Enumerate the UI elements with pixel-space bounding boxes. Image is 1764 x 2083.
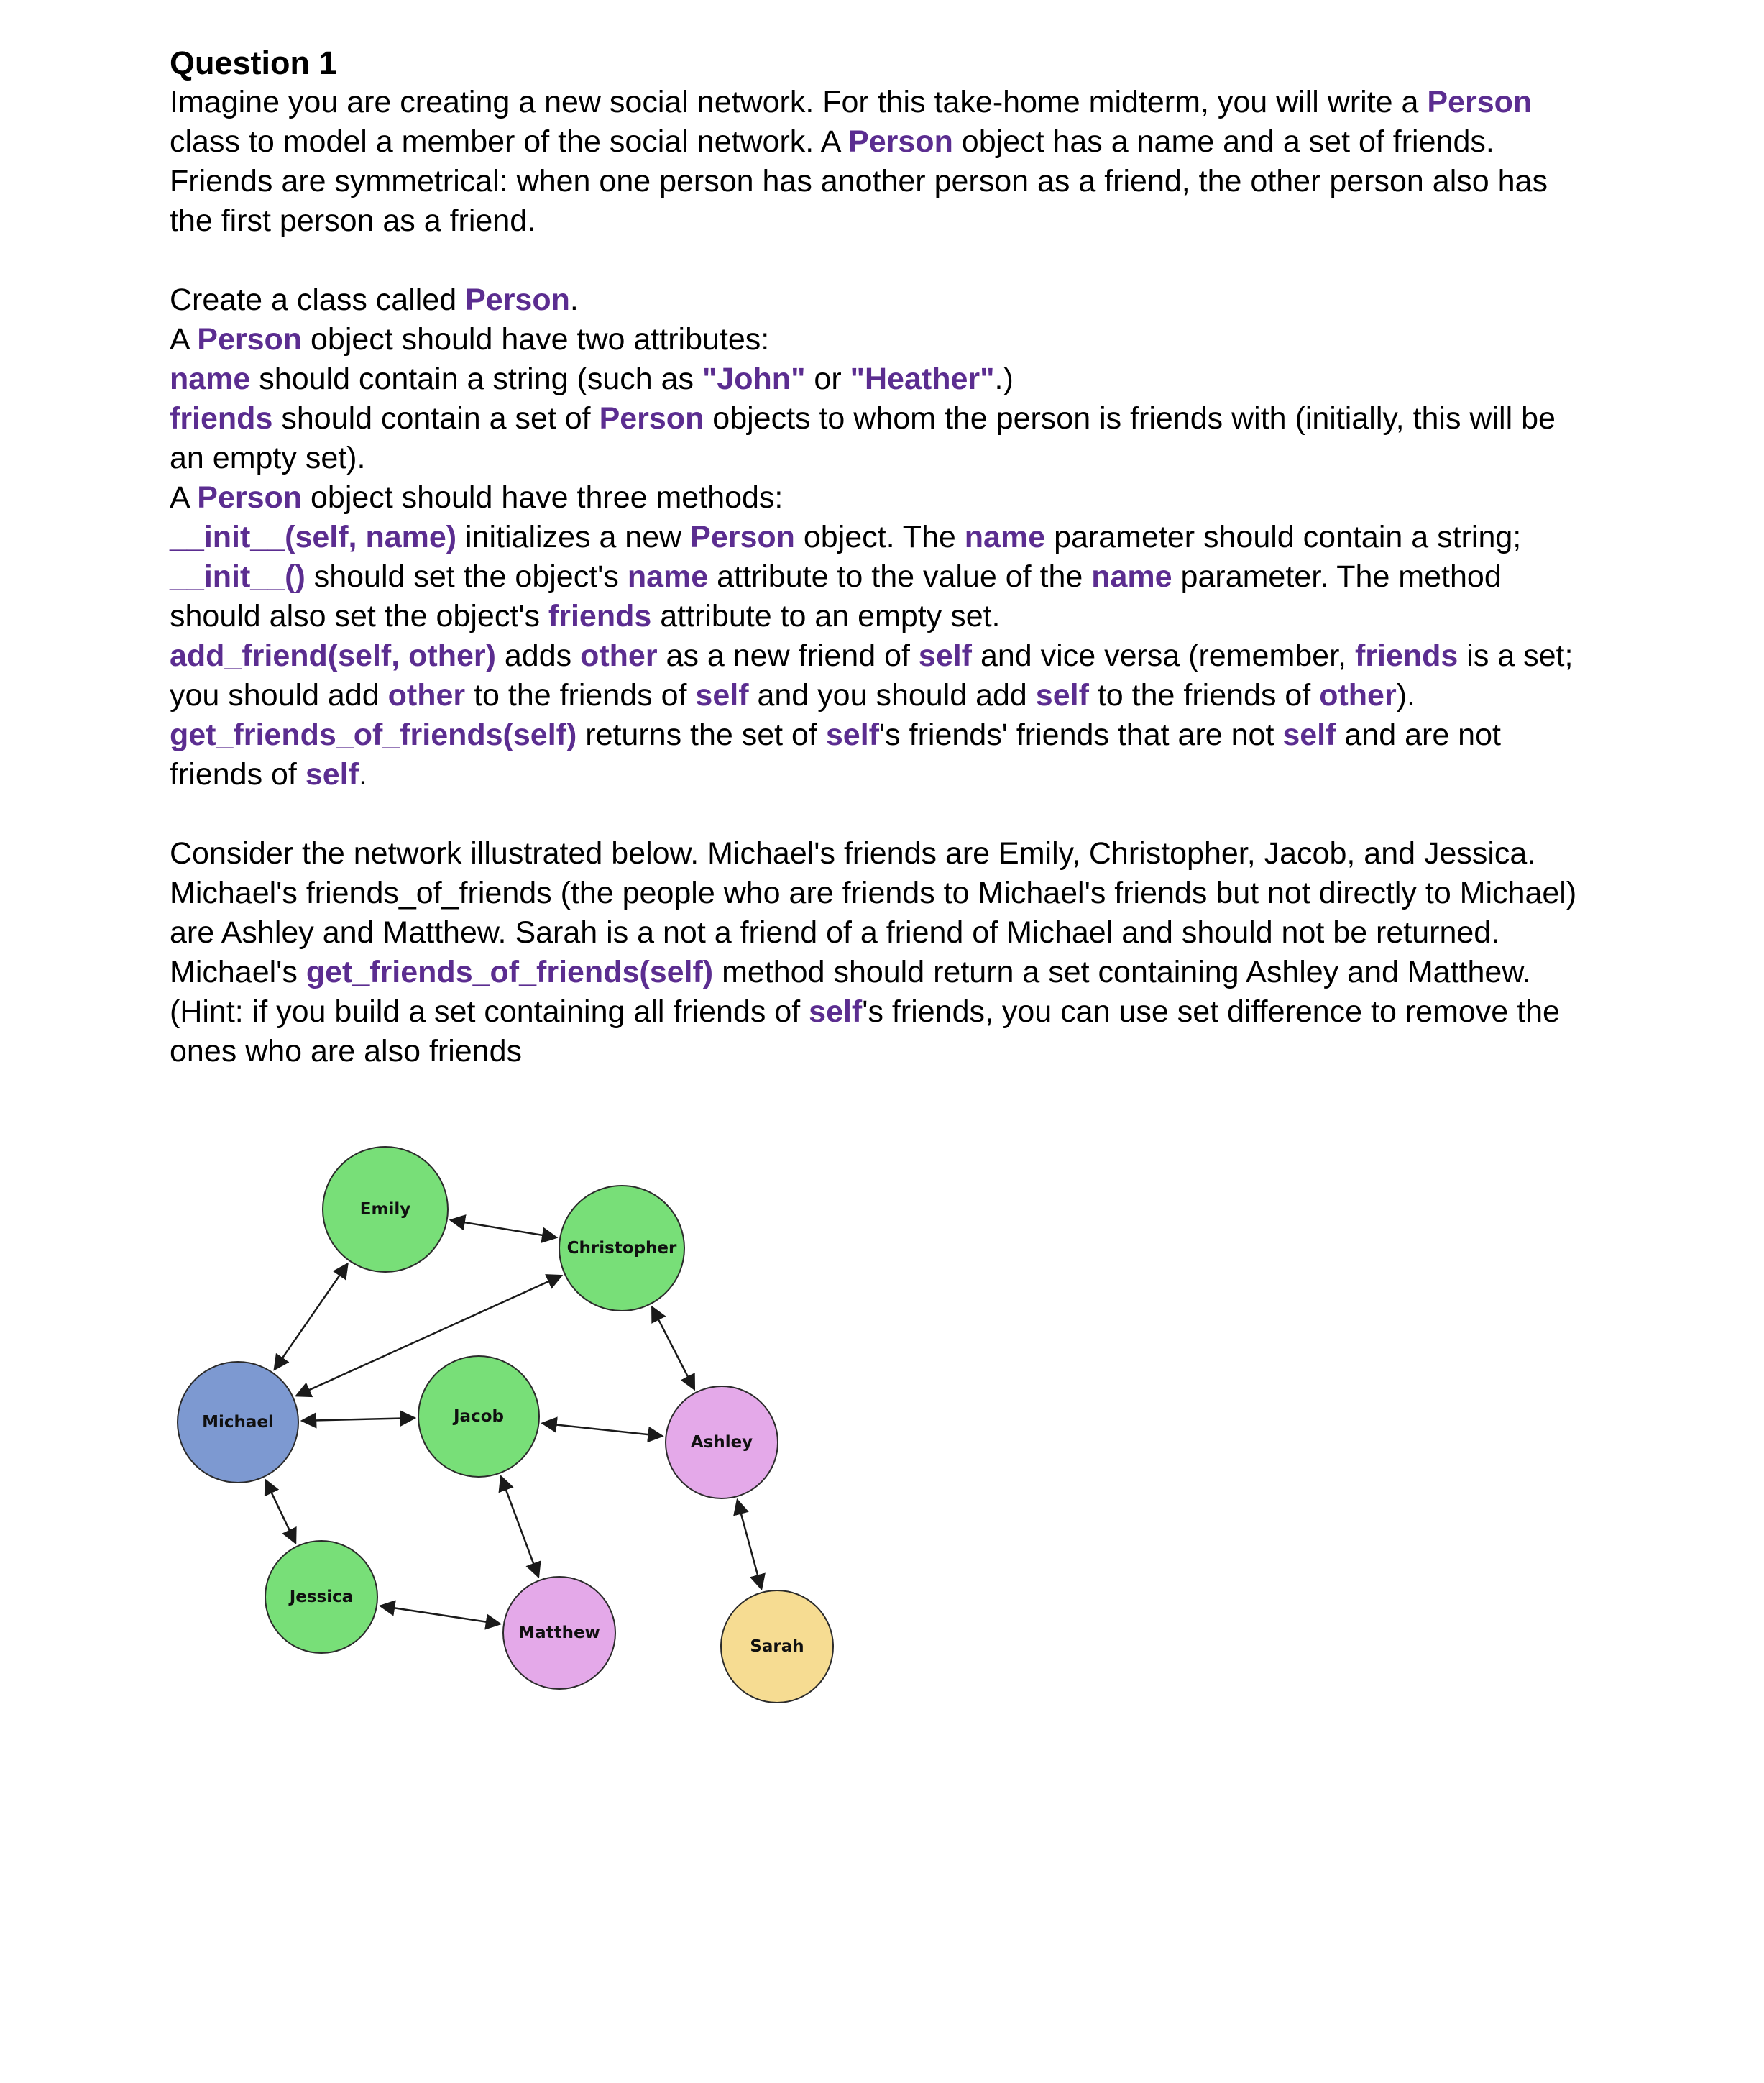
body-text: objects to whom the person is friends with (initially, this will be an empty set). — [170, 401, 1556, 475]
keyword-text: self — [918, 638, 973, 673]
keyword-text: other — [580, 638, 658, 673]
body-text: Consider the network illustrated below. Michael's friends are Emily, Christopher, Jacob, and Jessica. Michael's friends_of_friends (the people who are friends to Michael's friends but not directly to Michael) are Ashley and Matthew. Sarah is a not a friend of a friend of Michael and should not be returned. — [170, 836, 1577, 950]
paragraph — [170, 636, 1591, 676]
body-text: Michael's — [170, 955, 306, 989]
keyword-text: "Heather" — [850, 362, 995, 396]
paragraph — [170, 715, 1591, 755]
keyword-text: Person — [1427, 85, 1533, 119]
paragraph — [170, 478, 1591, 518]
body-text: class to model a member of the social network. A — [170, 124, 849, 159]
paragraph — [170, 83, 1591, 241]
keyword-text: get_friends_of_friends(self) — [170, 718, 577, 752]
body-text: to the friends of — [465, 678, 696, 713]
body-text: should set the object's — [305, 559, 628, 594]
keyword-text: friends — [170, 401, 273, 436]
friendship-edge-michael-emily — [275, 1264, 348, 1370]
body-text: as a new friend of — [657, 638, 919, 673]
paragraph — [170, 518, 1591, 636]
keyword-text: friends — [548, 599, 652, 633]
body-text: object should have two attributes: — [302, 322, 770, 357]
keyword-text: Person — [465, 283, 570, 317]
body-text: object. The — [794, 520, 965, 554]
friendship-edge-jessica-matthew — [380, 1606, 500, 1624]
paragraph — [170, 320, 1591, 360]
keyword-text: other — [387, 678, 466, 713]
keyword-text: self — [825, 718, 879, 752]
body-text: ). — [1396, 678, 1415, 713]
friendship-edge-christopher-ashley — [652, 1307, 694, 1389]
question-heading — [170, 43, 1591, 83]
body-text: object should have three methods: — [302, 480, 784, 515]
network-diagram-svg — [170, 1114, 845, 1711]
paragraph — [170, 755, 1591, 795]
keyword-text: self — [809, 994, 863, 1029]
body-text: A — [170, 322, 198, 357]
body-text: 's friends' friends that are not — [878, 718, 1283, 752]
keyword-text: Person — [197, 480, 303, 515]
keyword-text: name — [964, 520, 1046, 554]
body-text: A — [170, 480, 198, 515]
keyword-text: "John" — [702, 362, 806, 396]
body-text: to the friends of — [1088, 678, 1320, 713]
keyword-text: get_friends_of_friends(self) — [306, 955, 714, 989]
blank-line — [170, 241, 1591, 280]
paragraph — [170, 360, 1591, 399]
paragraph — [170, 280, 1591, 320]
person-node-label-jessica: Jessica — [289, 1588, 354, 1606]
body-text: should contain a set of — [272, 401, 600, 436]
document-body — [170, 43, 1591, 1071]
body-text: and vice versa (remember, — [972, 638, 1355, 673]
keyword-text: Person — [848, 124, 953, 159]
paragraph — [170, 399, 1591, 478]
keyword-text: add_friend(self, other) — [170, 638, 496, 673]
body-text: method should return a set containing Ashley and Matthew. (Hint: if you build a set containing all friends of — [170, 955, 1531, 1029]
body-text: is a set; — [1458, 638, 1574, 673]
keyword-text: friends — [1354, 638, 1458, 673]
keyword-text: Person — [690, 520, 795, 554]
body-text: returns the set of — [576, 718, 826, 752]
person-node-label-michael: Michael — [202, 1413, 274, 1432]
body-text: parameter should contain a string; — [1045, 520, 1522, 554]
body-text: attribute to an empty set. — [651, 599, 1001, 633]
body-text: initializes a new — [456, 520, 691, 554]
blank-line — [170, 795, 1591, 834]
body-text: Question 1 — [170, 45, 337, 81]
body-text: should contain a string (such as — [250, 362, 702, 396]
body-text: and you should add — [748, 678, 1036, 713]
person-node-label-matthew: Matthew — [518, 1624, 600, 1642]
body-text: attribute to the value of the — [708, 559, 1092, 594]
body-text: friends of — [170, 757, 306, 792]
keyword-text: name — [1091, 559, 1172, 594]
body-text: object has a name and a set of friends. Friends are symmetrical: when one person has another person as a friend, the other person also has the first person as a friend. — [170, 124, 1548, 238]
body-text: you should add — [170, 678, 388, 713]
friendship-edge-jacob-ashley — [543, 1423, 663, 1436]
keyword-text: self — [1282, 718, 1336, 752]
body-text: Imagine you are creating a new social network. For this take-home midterm, you will write a — [170, 85, 1428, 119]
body-text: and are not — [1336, 718, 1501, 752]
person-node-label-jacob: Jacob — [454, 1407, 504, 1426]
person-node-label-ashley: Ashley — [690, 1433, 753, 1452]
keyword-text: self — [695, 678, 749, 713]
person-node-label-emily: Emily — [359, 1200, 411, 1219]
keyword-text: name — [627, 559, 709, 594]
body-text: .) — [994, 362, 1014, 396]
person-node-label-christopher: Christopher — [566, 1239, 677, 1258]
keyword-text: __init__(self, name) — [170, 520, 457, 554]
keyword-text: other — [1319, 678, 1397, 713]
friendship-edge-michael-jacob — [302, 1418, 415, 1421]
body-text: Create a class called — [170, 283, 466, 317]
keyword-text: __init__() — [170, 559, 306, 594]
friendship-edge-ashley-sarah — [738, 1500, 762, 1589]
friendship-edge-michael-jessica — [265, 1480, 295, 1543]
paragraph — [170, 834, 1591, 953]
keyword-text: name — [170, 362, 251, 396]
person-node-label-sarah: Sarah — [750, 1637, 804, 1656]
keyword-text: self — [1035, 678, 1089, 713]
friend-network-diagram — [170, 1114, 1591, 1715]
friendship-edge-emily-christopher — [451, 1220, 556, 1237]
body-text: adds — [495, 638, 581, 673]
keyword-text: self — [305, 757, 359, 792]
body-text: 's friends, you can use set difference to remove the ones who are also friends — [170, 994, 1560, 1068]
keyword-text: Person — [197, 322, 303, 357]
body-text: or — [805, 362, 850, 396]
body-text: . — [569, 283, 579, 317]
friendship-edge-jacob-matthew — [501, 1476, 538, 1577]
body-text: parameter. The method should also set the object's — [170, 559, 1502, 633]
paragraph — [170, 953, 1591, 1071]
body-text: . — [358, 757, 367, 792]
keyword-text: Person — [599, 401, 704, 436]
paragraph — [170, 676, 1591, 715]
